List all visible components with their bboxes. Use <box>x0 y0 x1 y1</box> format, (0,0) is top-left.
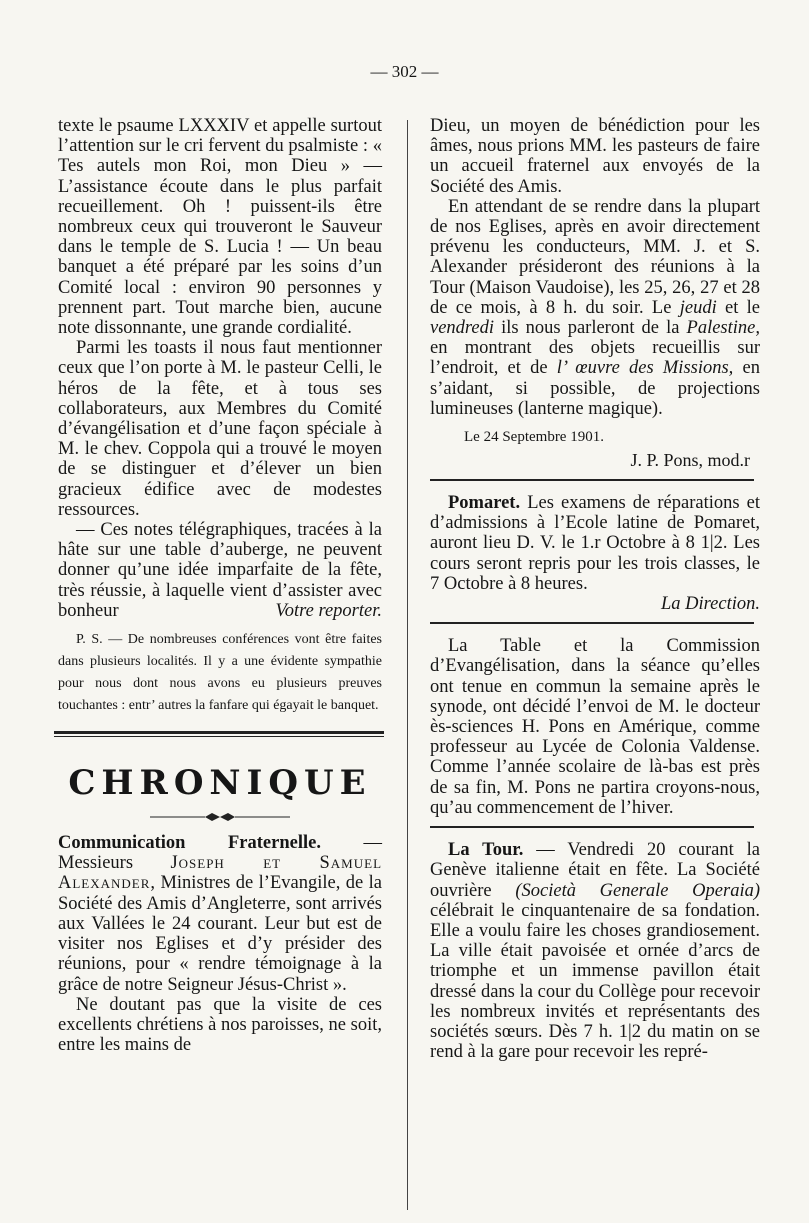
left-paragraph-3 <box>58 520 382 621</box>
reporter-text: — Ces notes télégraphiques, tracées à la hâte sur une table d’auberge, ne peuvent donner qu’une idée imparfaite de la fête, très réussie, à laquelle vient d’assister avec bonheur <box>58 520 382 621</box>
table-commission-paragraph: La Table et la Commission d’Evangélisation, dans la séance qu’elles ont tenue en commun la semaine après le synode, ont décidé l’envoi de M. le docteur ès-sciences H. Pons en Amérique, comme professeur au Lycée de Colonia Valdense. Comme l’année scolaire de là-bas est près de sa fin, M. Pons ne partira croyons-nous, qu’au commencement de l’hiver. <box>430 636 760 818</box>
la-tour-italic: (Società Generale Operaia) <box>515 880 760 901</box>
chronique-heading: CHRONIQUE <box>68 763 372 804</box>
la-tour-text-b: célébrait le cinquantenaire de sa fondation. Elle a voulu faire les choses grandiosement. La ville était pavoisée et ornée d’arcs de triomphe et un immense pavillon était dressé dans la cour du Collège pour recevoir les nombreux invités et représentants des sociétés sœurs. Dès 7 h. 1|2 du matin on se rend à la gare pour recevoir les repré- <box>430 900 760 1063</box>
pomaret-text: Les examens de réparations et d’admissions à l’Ecole latine de Pomaret, auront lieu D. V. le 1.r Octobre à 8 1|2. Les cours seront repris pour les trois classes, le 7 Octobre à 8 heures. <box>430 493 760 594</box>
oeuvre-missions-text: l’ œuvre des Missions, <box>556 358 734 379</box>
communication-paragraph <box>58 833 382 995</box>
column-divider <box>407 120 408 1210</box>
tour-meetings-text: En attendant de se rendre dans la plupart de nos Eglises, après en avoir directement prévenu les conducteurs, MM. J. et S. Alexander présideront des réunions à la Tour (Maison Vaudoise), les 25, 26, 27 et 28 de ce mois, à 8 h. du soir. Le <box>430 196 760 318</box>
dateline: Le 24 Septembre 1901. <box>464 429 604 446</box>
jeudi-text: jeudi <box>679 297 717 318</box>
communication-names: Joseph et Samuel Alexander <box>58 853 383 894</box>
left-paragraph-2: Parmi les toasts il nous faut mentionner ceux que l’on porte à M. le pasteur Celli, le héros de la fête, et à tous ses collaborateurs, aux Membres du Comité d’évangélisation et d’une façon spéciale à M. le chev. Coppola qui a trouvé le moyen de se distinguer et d’élever un bien gracieux édifice avec de modestes ressources. <box>58 338 382 520</box>
divider-rule-3 <box>430 826 754 828</box>
ornament-icon <box>150 811 290 823</box>
right-column <box>430 116 760 1062</box>
communication-title: Communication Fraternelle. <box>58 833 321 854</box>
right-paragraph-2 <box>430 197 760 419</box>
palestine-text: Palestine, <box>686 318 760 339</box>
postscript: P. S. — De nombreuses conférences vont être faites dans plusieurs localités. Il y a une évidente sympathie pour nous dont nous avons eu plusieurs preuves touchantes : entr’ autres la fanfare qui égayait le banquet. <box>58 632 382 714</box>
left-column <box>58 116 382 1055</box>
communication-text: , Ministres de l’Evangile, de la Société des Amis d’Angleterre, sont arrivés aux Vallées le 24 courant. Leur but est de visiter nos Eglises et d’y présider des réunions, pour « rendre témoignage à la grâce de notre Seigneur Jésus-Christ ». <box>58 873 382 995</box>
communication-intro: — Messieurs <box>58 833 382 874</box>
reporter-signature: Votre reporter. <box>275 600 382 621</box>
signature: J. P. Pons, mod.r <box>630 450 750 471</box>
pomaret-title: Pomaret. <box>448 493 521 514</box>
page-number: — 302 — <box>370 62 439 81</box>
la-tour-title: La Tour. <box>448 840 524 861</box>
connector-text-4: en s’aidant, si possible, de projections lumineuses (lanterne magique). <box>430 358 760 419</box>
right-paragraph-1: Dieu, un moyen de bénédiction pour les âmes, nous prions MM. les pasteurs de faire un accueil fraternel aux envoyés de la Société des Amis. <box>430 116 760 197</box>
la-tour-text-a: — Vendredi 20 courant la Genève italienne était en fête. La Société ouvrière <box>430 840 760 901</box>
section-rule <box>54 731 384 737</box>
left-paragraph-1: texte le psaume LXXXIV et appelle surtout l’attention sur le cri fervent du psalmiste : « Tes autels mon Roi, mon Dieu » — L’assistance écoute dans le plus parfait recueillement. Oh ! puissent-ils être nombreux ceux qui trouveront le Sauveur dans le temple de S. Lucia ! — Un beau banquet a été préparé par les soins d’un Comité local : environ 90 personnes y prennent part. Tout marche bien, aucune note dissonnante, une grande cordialité. <box>58 116 382 339</box>
divider-rule <box>430 479 754 481</box>
connector-text-3: en montrant des objets recueillis sur l’endroit, et de <box>430 338 760 379</box>
pomaret-paragraph <box>430 493 760 594</box>
la-tour-paragraph <box>430 840 760 1062</box>
vendredi-text: vendredi <box>430 318 495 339</box>
connector-text-2: ils nous parleront de la <box>501 318 680 339</box>
left-paragraph-5: Ne doutant pas que la visite de ces excellents chrétiens à nos paroisses, ne soit, entre les mains de <box>58 994 382 1056</box>
divider-rule-2 <box>430 622 754 624</box>
connector-text: et le <box>725 297 760 318</box>
pomaret-signature: La Direction. <box>660 594 760 615</box>
